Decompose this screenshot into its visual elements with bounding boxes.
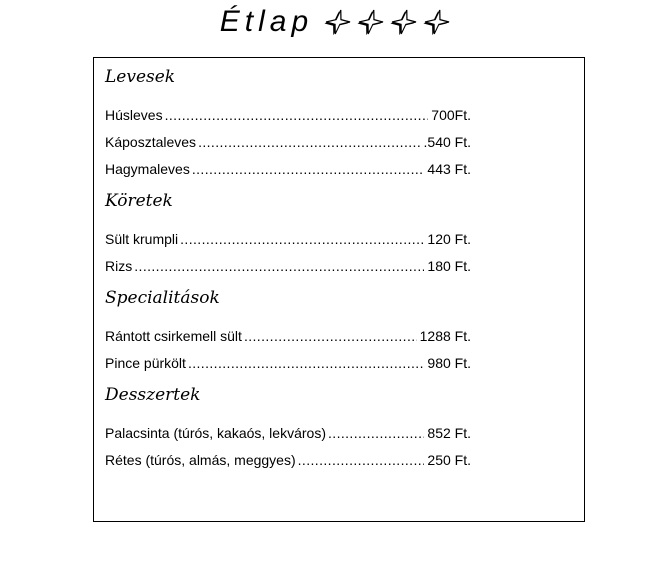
four-pointed-star-icon [388,9,420,35]
item-name: Húsleves [105,107,163,123]
item-price: 852 Ft. [427,425,471,441]
menu-item [105,156,471,183]
document-title: Étlap [219,5,314,38]
four-pointed-star-icon [322,9,354,35]
item-price: 700Ft. [431,107,471,123]
dot-leader [188,350,424,377]
dot-leader [192,156,425,183]
dot-leader [298,447,425,474]
item-price: 120 Ft. [427,231,471,247]
menu-item [105,253,471,280]
item-name: Palacsinta (túrós, kakaós, lekváros) [105,425,326,441]
item-name: Rizs [105,258,133,274]
section-items [105,323,471,377]
item-name: Káposztaleves [105,134,197,150]
menu-item [105,350,471,377]
menu-section-specialitasok [105,286,471,377]
item-price: 443 Ft. [427,161,471,177]
menu-section-desszertek [105,383,471,474]
section-items [105,420,471,474]
item-name: Rántott csirkemell sült [105,328,242,344]
item-price: 180 Ft. [427,258,471,274]
item-name: Rétes (túrós, almás, meggyes) [105,452,296,468]
four-pointed-star-icon [355,9,387,35]
section-title: Levesek [105,67,176,87]
title-star-icons [325,9,450,35]
menu-item [105,420,471,447]
section-title: Specialitások [105,288,220,308]
menu-border-box [93,57,585,522]
item-price: 250 Ft. [427,452,471,468]
document-title-row [0,5,670,39]
section-items [105,102,471,183]
menu-item [105,447,471,474]
dot-leader [180,226,424,253]
dot-leader [328,420,424,447]
section-title: Desszertek [105,385,201,405]
item-name: Hagymaleves [105,161,190,177]
dot-leader [165,102,429,129]
section-items [105,226,471,280]
item-price: .540 Ft. [423,134,471,150]
menu-section-levesek [105,65,471,183]
four-pointed-star-icon [421,9,453,35]
menu-item [105,102,471,129]
menu-item [105,226,471,253]
dot-leader [244,323,417,350]
dot-leader [134,253,424,280]
menu-section-koretek [105,189,471,280]
menu-item [105,323,471,350]
dot-leader [198,129,420,156]
item-price: 1288 Ft. [419,328,471,344]
item-name: Sült krumpli [105,231,179,247]
item-price: 980 Ft. [427,355,471,371]
section-title: Köretek [105,191,173,211]
item-name: Pince pürkölt [105,355,186,371]
menu-item [105,129,471,156]
